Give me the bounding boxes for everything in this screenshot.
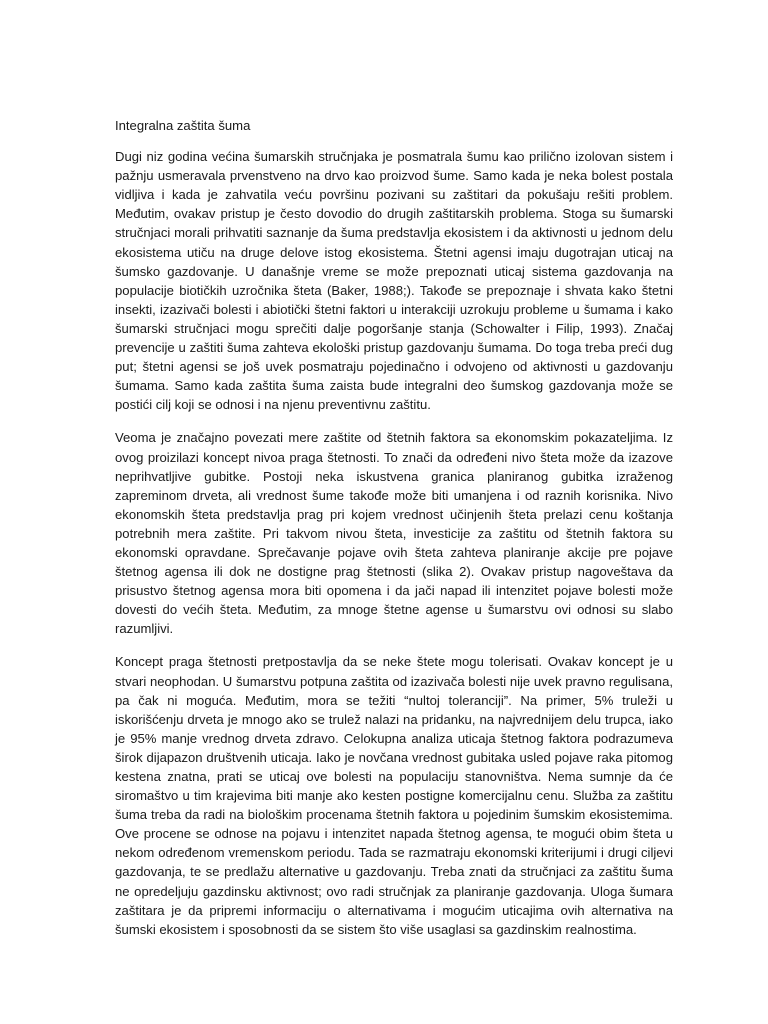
paragraph-intro: Dugi niz godina većina šumarskih stručnjaka je posmatrala šumu kao prilično izolovan sistem i pažnju usmeravala prvenstveno na drvo kao proizvod šume. Samo kada je neka bolest postala vidljiva i kada je zahvatila veću površinu pozivani su zaštitari da pokušaju rešiti problem. Međutim, ovakav pristup je često dovodio do drugih zaštitarskih problema. Stoga su šumarski stručnjaci morali prihvatiti saznanje da šuma predstavlja ekosistem i da aktivnosti u jednom delu ekosistema utiču na druge delove istog ekosistema. Štetni agensi imaju dugotrajan uticaj na šumsko gazdovanje. U današnje vreme se može prepoznati uticaj sistema gazdovanja na populacije biotičkih uzročnika šteta (Baker, 1988;). Takođe se prepoznaje i shvata kako štetni insekti, izazivači bolesti i abiotički štetni faktori u interakciji uzrokuju probleme u šumama i kako šumarski stručnjaci mogu sprečiti dalje pogoršanje stanja (Schowalter i Filip, 1993). Značaj prevencije u zaštiti šuma zahteva ekološki pristup gazdovanju šumama. Do toga treba preći dug put; štetni agensi se još uvek posmatraju pojedinačno i odvojeno od aktivnosti u gazdovanju šumama. Samo kada zaštita šuma zaista bude integralni deo šumskog gazdovanja može se postići cilj koji se odnosi i na njenu preventivnu zaštitu. — [115, 149, 673, 413]
document-body — [115, 116, 673, 953]
paragraph-tolerance-concept: Koncept praga štetnosti pretpostavlja da se neke štete mogu tolerisati. Ovakav koncept je u stvari neophodan. U šumarstvu potpuna zaštita od izazivača bolesti nije uvek pravno regulisana, pa čak ni moguća. Međutim, mora se težiti “nultoj toleranciji”. Na primer, 5% truleži u iskorišćenju drveta je mnogo ako se trulež nalazi na pridanku, na najvrednijem delu trupca, iako je 95% manje vrednog drveta zdravo. Celokupna analiza uticaja štetnog faktora podrazumeva širok dijapazon društvenih uticaja. Iako je novčana vrednost gubitaka usled pojave raka pitomog kestena znatna, prati se uticaj ove bolesti na populaciju stanovništva. Nema sumnje da će siromaštvo u tim krajevima biti manje ako kesten postigne komercijalnu cenu. Služba za zaštitu šuma treba da radi na biološkim procenama štetnih faktora u pojedinim šumskim ekosistemima. Ove procene se odnose na pojavu i intenzitet napada štetnog agensa, te mogući obim šteta u nekom određenom vremenskom periodu. Tada se razmatraju ekonomski kriterijumi i drugi ciljevi gazdovanja, te se predlažu alternative u gazdovanju. Treba znati da stručnjaci za zaštitu šuma ne opredeljuju gazdinsku aktivnost; ovo radi stručnjak za planiranje gazdovanja. Uloga šumara zaštitara je da pripremi informaciju o alternativama i mogućim uticajima ovih alternativa na šumski ekosistem i sposobnosti da se sistem što više usaglasi sa gazdinskim realnostima. — [115, 654, 673, 937]
paragraph-economic-threshold: Veoma je značajno povezati mere zaštite od štetnih faktora sa ekonomskim pokazateljima. Iz ovog proizilazi koncept nivoa praga štetnosti. To znači da određeni nivo šteta može da izazove neprihvatljive gubitke. Postoji neka iskustvena granica planiranog gubitka izraženog zapreminom drveta, ali vrednost šume takođe može biti umanjena i od raznih korisnika. Nivo ekonomskih šteta predstavlja prag pri kojem vrednost učinjenih šteta prelazi cenu koštanja potrebnih mera zaštite. Pri takvom nivou šteta, investicije za zaštitu od štetnih faktora su ekonomski opravdane. Sprečavanje pojave ovih šteta zahteva planiranje akcije pre pojave štetnog agensa ili dok ne dostigne prag štetnosti (slika 2). Ovakav pristup nagoveštava da prisustvo štetnog agensa mora biti opomena i da jači napad ili intenzitet pojave bolesti može dovesti do većih šteta. Međutim, za mnoge štetne agense u šumarstvu ovi odnosi su slabo razumljivi. — [115, 430, 673, 637]
document-title: Integralna zaštita šuma — [115, 118, 251, 133]
